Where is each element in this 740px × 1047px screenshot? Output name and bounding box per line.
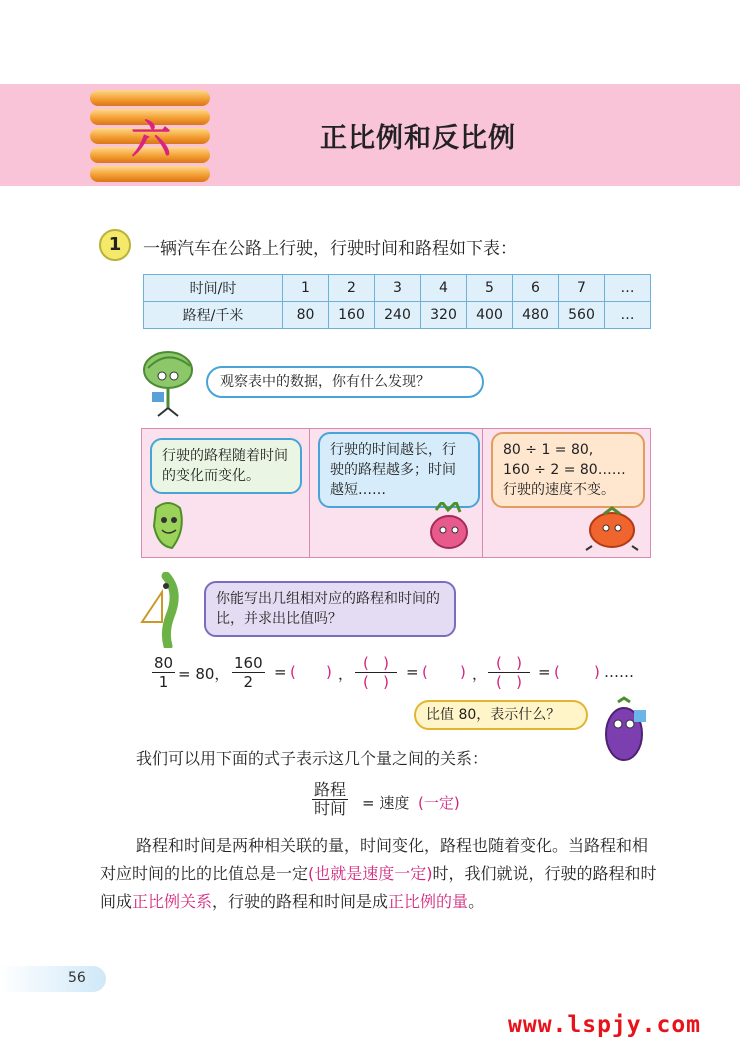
table-cell: 4 [421, 275, 467, 302]
relation-denominator: 时间 [314, 799, 347, 818]
blank-open: ( [290, 663, 296, 681]
observation-1-text: 行驶的路程随着时间的变化而变化。 [162, 448, 288, 484]
blank-close: ) [594, 663, 600, 681]
table-cell: 5 [467, 275, 513, 302]
observation-2-text: 行驶的时间越长，行驶的路程越多；时间越短…… [330, 442, 456, 498]
divider [309, 428, 310, 558]
fraction-numerator: 160 [234, 654, 263, 672]
bubble-observation-1 [150, 438, 302, 494]
chapter-title: 正比例和反比例 [320, 123, 516, 154]
bubble-observation-2 [318, 432, 480, 508]
table-cell: 3 [375, 275, 421, 302]
table-cell: 2 [329, 275, 375, 302]
observation-3-line-3: 行驶的速度不变。 [503, 482, 615, 498]
page-number: 56 [68, 970, 86, 986]
fraction-result-1: = 80， [178, 665, 230, 683]
problem-text: 一辆汽车在公路上行驶，行驶时间和路程如下表： [143, 239, 517, 259]
table-row [144, 302, 651, 329]
bean-character-icon [140, 572, 196, 648]
table-cell: 560 [559, 302, 605, 329]
table-cell: … [605, 275, 651, 302]
blank-open: ( [554, 663, 560, 681]
chapter-number: 六 [131, 116, 171, 163]
write-ratio-text: 你能写出几组相对应的路程和时间的比，并求出比值吗？ [216, 591, 440, 627]
equals-sign: = [274, 663, 287, 681]
blank-close: ) [326, 663, 332, 681]
comma: ， [472, 665, 488, 683]
fraction-denominator: 1 [158, 673, 169, 691]
pepper-character-icon [148, 496, 188, 552]
table-row [144, 275, 651, 302]
cabbage-character-icon [138, 348, 200, 418]
radish-character-icon [426, 502, 472, 552]
comma: ， [338, 665, 354, 683]
watermark: www.lspjy.com [508, 1012, 702, 1038]
fraction-160-2 [232, 654, 265, 691]
divider [482, 428, 483, 558]
observation-3-line-2: 160 ÷ 2 = 80…… [503, 462, 626, 478]
table-cell: 80 [283, 302, 329, 329]
row-header: 路程/千米 [144, 302, 283, 329]
relation-note: (一定) [418, 794, 460, 812]
blank-fraction-1: ( ) ( ) [355, 654, 397, 691]
page-number-tab [0, 966, 106, 992]
table-cell: 6 [513, 275, 559, 302]
observe-text: 观察表中的数据，你有什么发现？ [220, 374, 430, 390]
observe-bubble [206, 366, 484, 398]
relation-intro: 我们可以用下面的式子表示这几个量之间的关系： [136, 749, 489, 768]
relation-numerator: 路程 [314, 780, 347, 799]
time-distance-table [143, 274, 651, 329]
table-cell: … [605, 302, 651, 329]
table-cell: 480 [513, 302, 559, 329]
blank-open: ( [422, 663, 428, 681]
observation-3-line-1: 80 ÷ 1 = 80, [503, 442, 594, 458]
ellipsis: …… [604, 663, 634, 681]
fraction-denominator: 2 [243, 673, 254, 691]
table-cell: 160 [329, 302, 375, 329]
table-cell: 240 [375, 302, 421, 329]
table-cell: 400 [467, 302, 513, 329]
relation-rhs: = 速度 [362, 794, 410, 812]
table-cell: 320 [421, 302, 467, 329]
meaning-bubble [414, 700, 588, 730]
table-cell: 7 [559, 275, 605, 302]
eggplant-character-icon [594, 696, 654, 766]
blank-fraction-2: ( ) ( ) [488, 654, 530, 691]
table-cell: 1 [283, 275, 329, 302]
equals-sign: = [406, 663, 419, 681]
fraction-80-1 [152, 654, 175, 691]
problem-number-badge: 1 [99, 229, 131, 261]
tomato-character-icon [582, 502, 642, 552]
bubble-observation-3 [491, 432, 645, 508]
meaning-text: 比值 80，表示什么？ [426, 707, 561, 723]
fraction-numerator: 80 [154, 654, 174, 672]
blank-close: ) [460, 663, 466, 681]
relation-fraction [312, 781, 348, 818]
write-ratio-bubble [204, 581, 456, 637]
conclusion-paragraph: 路程和时间是两种相关联的量，时间变化，路程也随着变化。当路程和相对应时间的比的比值总是一定(也就是速度一定)时，我们就说，行驶的路程和时间成正比例关系，行驶的路程和时间是成正比例的量。 [100, 836, 657, 911]
row-header: 时间/时 [144, 275, 283, 302]
equals-sign: = [538, 663, 551, 681]
